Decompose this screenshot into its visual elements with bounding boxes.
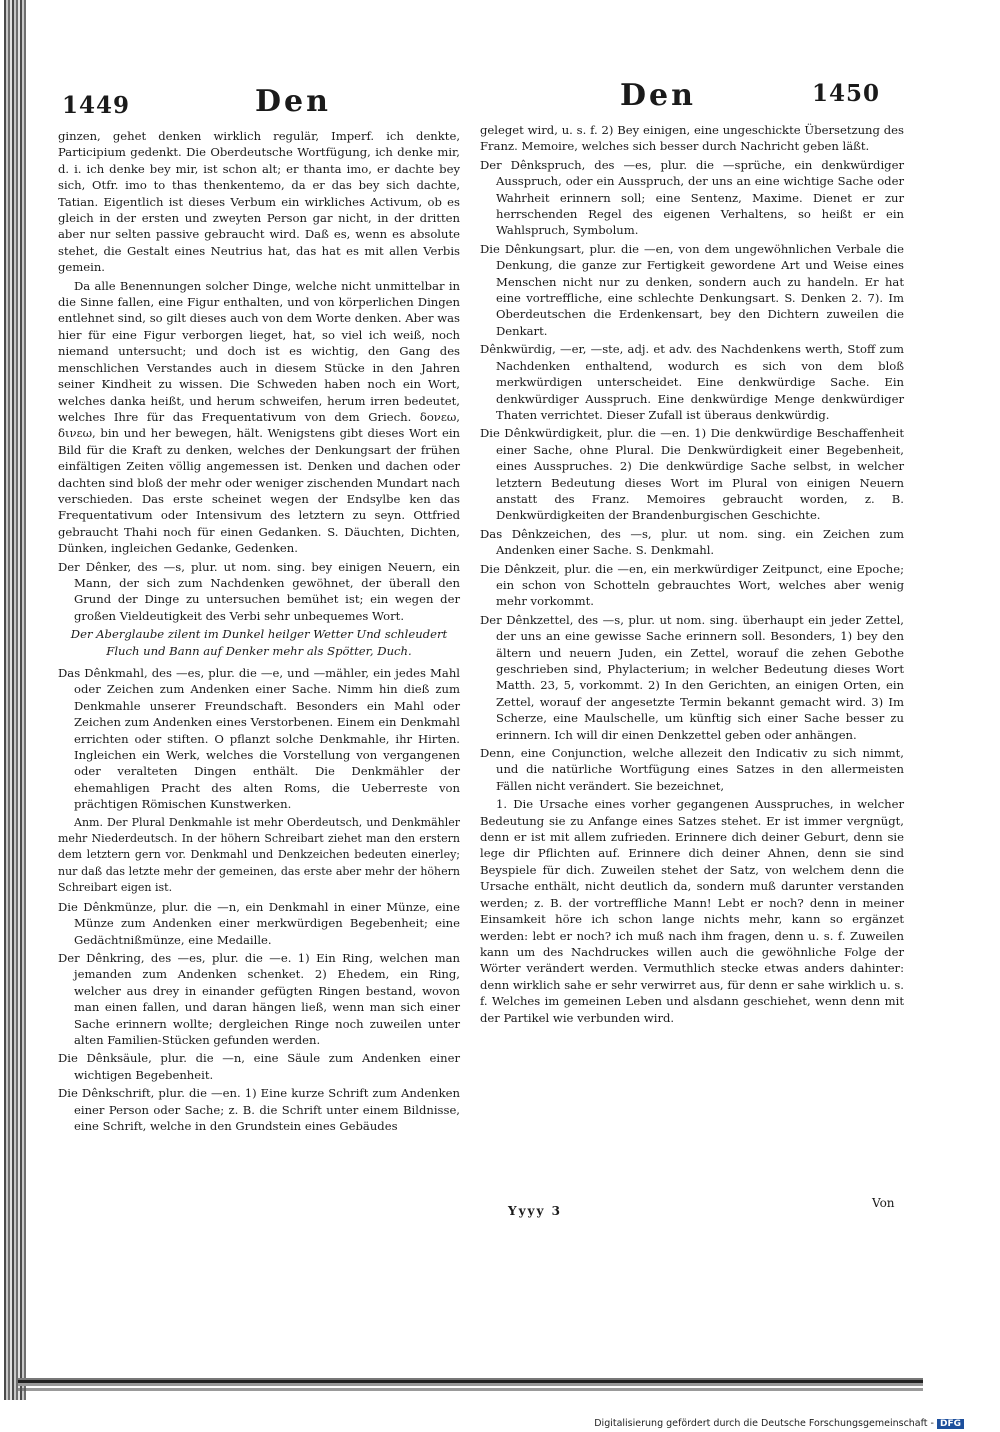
dictionary-entry: Die Dênkwürdigkeit, plur. die —en. 1) Die denkwürdige Beschaffenheit einer Sache, ohne Plural. Die Denkwürdigkeit einer Begebenheit, eines Ausspruches. 2) Die denkwürdige Sache selbst, in welcher letztern Bedeutung dieses Wort im Plural von einigen Neuern anstatt des Franz. Memoires gebraucht worden, z. B. Denkwürdigkeiten der Brandenburgischen Geschichte. — [480, 426, 904, 523]
paragraph: geleget wird, u. s. f. 2) Bey einigen, eine ungeschickte Übersetzung des Franz. Memoire, welches sich besser durch Nachricht geben läßt. — [480, 123, 904, 154]
dictionary-entry: Die Dênksäule, plur. die —n, eine Säule zum Andenken einer wichtigen Begebenheit. — [58, 1051, 460, 1082]
paragraph: Da alle Benennungen solcher Dinge, welche nicht unmittelbar in die Sinne fallen, eine Figur enthalten, und von körperlichen Dingen entlehnet sind, so gilt dieses auch von dem Worte denken. Aber was hier für eine Figur verborgen lieget, hat, so viel ich weiß, noch niemand untersucht; und doch ist es wichtig, den Gang des menschlichen Verstandes auch in diesem Stücke in den Jahren seiner Kindheit zu wissen. Die Schweden haben noch ein Wort, welches danka heißt, und herum schweifen, herum irren bedeutet, welches Ihre für das Frequentativum von dem Griech. δονεω, δινεω, bin und her bewegen, hält. Wenigstens gibt dieses Wort ein Bild für die Kraft zu denken, welches der Denkungsart der frühen einfältigen Zeiten völlig angemessen ist. Denken und dachen oder dachten sind bloß der mehr oder weniger zischenden Mundart nach verschieden. Das erste scheinet wegen der Endsylbe ken das Frequentativum oder Intensivum des letztern zu seyn. Ottfried gebraucht Thahi noch für einen Gedanken. S. Däuchten, Dichten, Dünken, ingleichen Gedanke, Gedenken. — [58, 278, 460, 556]
dictionary-entry: Dênkwürdig, —er, —ste, adj. et adv. des Nachdenkens werth, Stoff zum Nachdenken enthaltend, wodurch es sich von dem bloß merkwürdigen unterscheidet. Eine denkwürdige Sache. Ein denkwürdiger Ausspruch. Eine denkwürdige Menge denkwürdiger Thaten verrichtet. Dieser Zufall ist überaus denkwürdig. — [480, 342, 904, 422]
right-text-column — [480, 122, 904, 1028]
catchword: Von — [872, 1196, 895, 1210]
footer-credit — [594, 1418, 964, 1429]
quotation: Der Aberglaube zilent im Dunkel heilger Wetter Und schleudert Fluch und Bann auf Denker mehr als Spötter, Duch. — [70, 627, 448, 658]
paragraph: ginzen, gehet denken wirklich regulär, Imperf. ich denkte, Participium gedenkt. Die Oberdeutsche Wortfügung, ich denke mir, d. i. ich denke bey mir, ist schon alt; er thanta imo, er dachte bey sich, Otfr. imo to thas thenkentemo, da er das bey sich dachte, Tatian. Eigentlich ist dieses Verbum ein wirkliches Activum, ob es gleich in der ersten und zweyten Person gar nicht, in der dritten aber nur selten passive gebraucht wird. Daß es, wenn es absolute stehet, die Gestalt eines Neutrius hat, das hat es mit allen Verbis gemein. — [58, 129, 460, 275]
bottom-scan-edge-shadow — [18, 1388, 923, 1391]
paragraph: 1. Die Ursache eines vorher gegangenen Ausspruches, in welcher Bedeutung sie zu Anfange eines Satzes stehet. Er ist immer vergnügt, denn er ist mit allem zufrieden. Erinnere dich deiner Geburt, denn sie lege dir Pflichten auf. Erinnere dich deiner Ahnen, denn sie sind Beyspiele für dich. Zuweilen stehet der Satz, von welchem denn die Ursache enthält, nicht deutlich da, sondern muß darunter verstanden werden; z. B. der vortreffliche Mann! Lebt er noch? denn in meiner Einsamkeit höre ich schon lange nichts mehr, kann so ergänzet werden: lebt er noch? ich muß nach ihm fragen, denn u. s. f. Zuweilen kann um des Nachdruckes willen auch die gewöhnliche Folge der Wörter verändert werden. Vermuthlich stecke etwas anders dahinter: denn wirklich sahe er sehr verwirret aus, für denn er sahe wirklich u. s. f. Welches im gemeinen Leben und alsdann geschiehet, wenn denn mit der Partikel wie verbunden wird. — [480, 797, 904, 1025]
dfg-logo: DFG — [937, 1419, 964, 1429]
dictionary-entry: Der Dênker, des —s, plur. ut nom. sing. bey einigen Neuern, ein Mann, der sich zum Nachdenken gewöhnet, der überall den Grund der Dinge zu untersuchen bemühet ist; ein wegen der großen Vieldeutigkeit des Verbi sehr unbequemes Wort. — [58, 559, 460, 623]
dictionary-entry: Das Dênkzeichen, des —s, plur. ut nom. sing. ein Zeichen zum Andenken einer Sache. S. Denkmahl. — [480, 526, 904, 558]
dictionary-entry: Die Dênkzeit, plur. die —en, ein merkwürdiger Zeitpunct, eine Epoche; ein schon von Schotteln gebrauchtes Wort, welches aber wenig mehr vorkommt. — [480, 561, 904, 609]
left-text-column — [58, 128, 460, 1136]
dictionary-entry: Die Dênkungsart, plur. die —en, von dem ungewöhnlichen Verbale die Denkung, die ganze zur Fertigkeit gewordene Art und Weise eines Menschen nicht nur zu denken, sondern auch zu handeln. Er hat eine vortreffliche, eine schlechte Denkungsart. S. Denken 2. 7). Im Oberdeutschen die Erdenkensart, bey den Dichtern zuweilen die Denkart. — [480, 241, 904, 338]
annotation-note: Anm. Der Plural Denkmahle ist mehr Oberdeutsch, und Denkmähler mehr Niederdeutsch. In der höhern Schreibart ziehet man den erstern dem letztern gern vor. Denkmahl und Denkzeichen bedeuten einerley; nur daß das letzte mehr der gemeinen, das erste aber mehr der höhern Schreibart eigen ist. — [58, 815, 460, 895]
dictionary-entry: Die Dênkmünze, plur. die —n, ein Denkmahl in einer Münze, eine Münze zum Andenken einer merkwürdigen Begebenheit; eine Gedächtnißmünze, eine Medaille. — [58, 899, 460, 947]
right-page-number: 1450 — [812, 80, 881, 107]
signature-mark: Yyyy 3 — [508, 1204, 563, 1218]
bottom-scan-edge — [18, 1378, 923, 1386]
dictionary-entry: Der Dênkring, des —es, plur. die —e. 1) Ein Ring, welchen man jemanden zum Andenken schenket. 2) Ehedem, ein Ring, welcher aus drey in einander gefügten Ringen bestand, wovon man einen fallen, und daran hängen ließ, wenn man sich einer Sache erinnern wollte; dergleichen Ringe noch zuweilen unter alten Familien-Stücken gefunden werden. — [58, 950, 460, 1047]
dictionary-entry: Der Dênkzettel, des —s, plur. ut nom. sing. überhaupt ein jeder Zettel, der uns an eine gewisse Sache erinnern soll. Besonders, 1) bey den ältern und neuern Juden, ein Zettel, worauf die zehen Gebothe geschrieben sind, Phylacterium; in welcher Bedeutung dieses Wort Matth. 23, 5, vorkommt. 2) In den Gerichten, an einigen Orten, ein Zettel, worauf der angesetzte Termin bekannt gemacht wird. 3) Im Scherze, eine Maulschelle, um künftig sich einer Sache besser zu erinnern. Ich will dir einen Denkzettel geben oder anhängen. — [480, 612, 904, 742]
left-page-number: 1449 — [62, 92, 131, 119]
dictionary-entry: Das Dênkmahl, des —es, plur. die —e, und —mähler, ein jedes Mahl oder Zeichen zum Andenken einer Sache. Nimm hin dieß zum Denkmahle unserer Freundschaft. Besonders ein Mahl oder Zeichen zum Andenken eines Verstorbenen. Einem ein Denkmahl errichten oder stiften. O pflanzt solche Denkmahle, ihr Hirten. Ingleichen ein Werk, welches die Vorstellung von vergangenen oder veralteten Dingen enthält. Die Denkmähler der ehemahligen Pracht des alten Roms, die Ueberreste von prächtigen Römischen Kunstwerken. — [58, 666, 460, 812]
footer-credit-text: Digitalisierung gefördert durch die Deutsche Forschungsgemeinschaft - — [594, 1418, 934, 1429]
right-running-headword: Den — [620, 78, 696, 113]
page-binding-edge — [4, 0, 26, 1400]
dictionary-entry: Die Dênkschrift, plur. die —en. 1) Eine kurze Schrift zum Andenken einer Person oder Sache; z. B. die Schrift unter einem Bildnisse, eine Schrift, welche in den Grundstein eines Gebäudes — [58, 1086, 460, 1133]
dictionary-entry: Der Dênkspruch, des —es, plur. die —sprüche, ein denkwürdiger Ausspruch, oder ein Ausspruch, der uns an eine wichtige Sache oder Wahrheit erinnern soll; eine Sentenz, Maxime. Dienet er zur herrschenden Regel des eigenen Verhaltens, so heißt er ein Wahlspruch, Symbolum. — [480, 157, 904, 238]
left-running-headword: Den — [255, 84, 331, 119]
dictionary-entry: Denn, eine Conjunction, welche allezeit den Indicativ zu sich nimmt, und die natürliche Wortfügung eines Satzes in den allermeisten Fällen nicht verändert. Sie bezeichnet, — [480, 746, 904, 793]
